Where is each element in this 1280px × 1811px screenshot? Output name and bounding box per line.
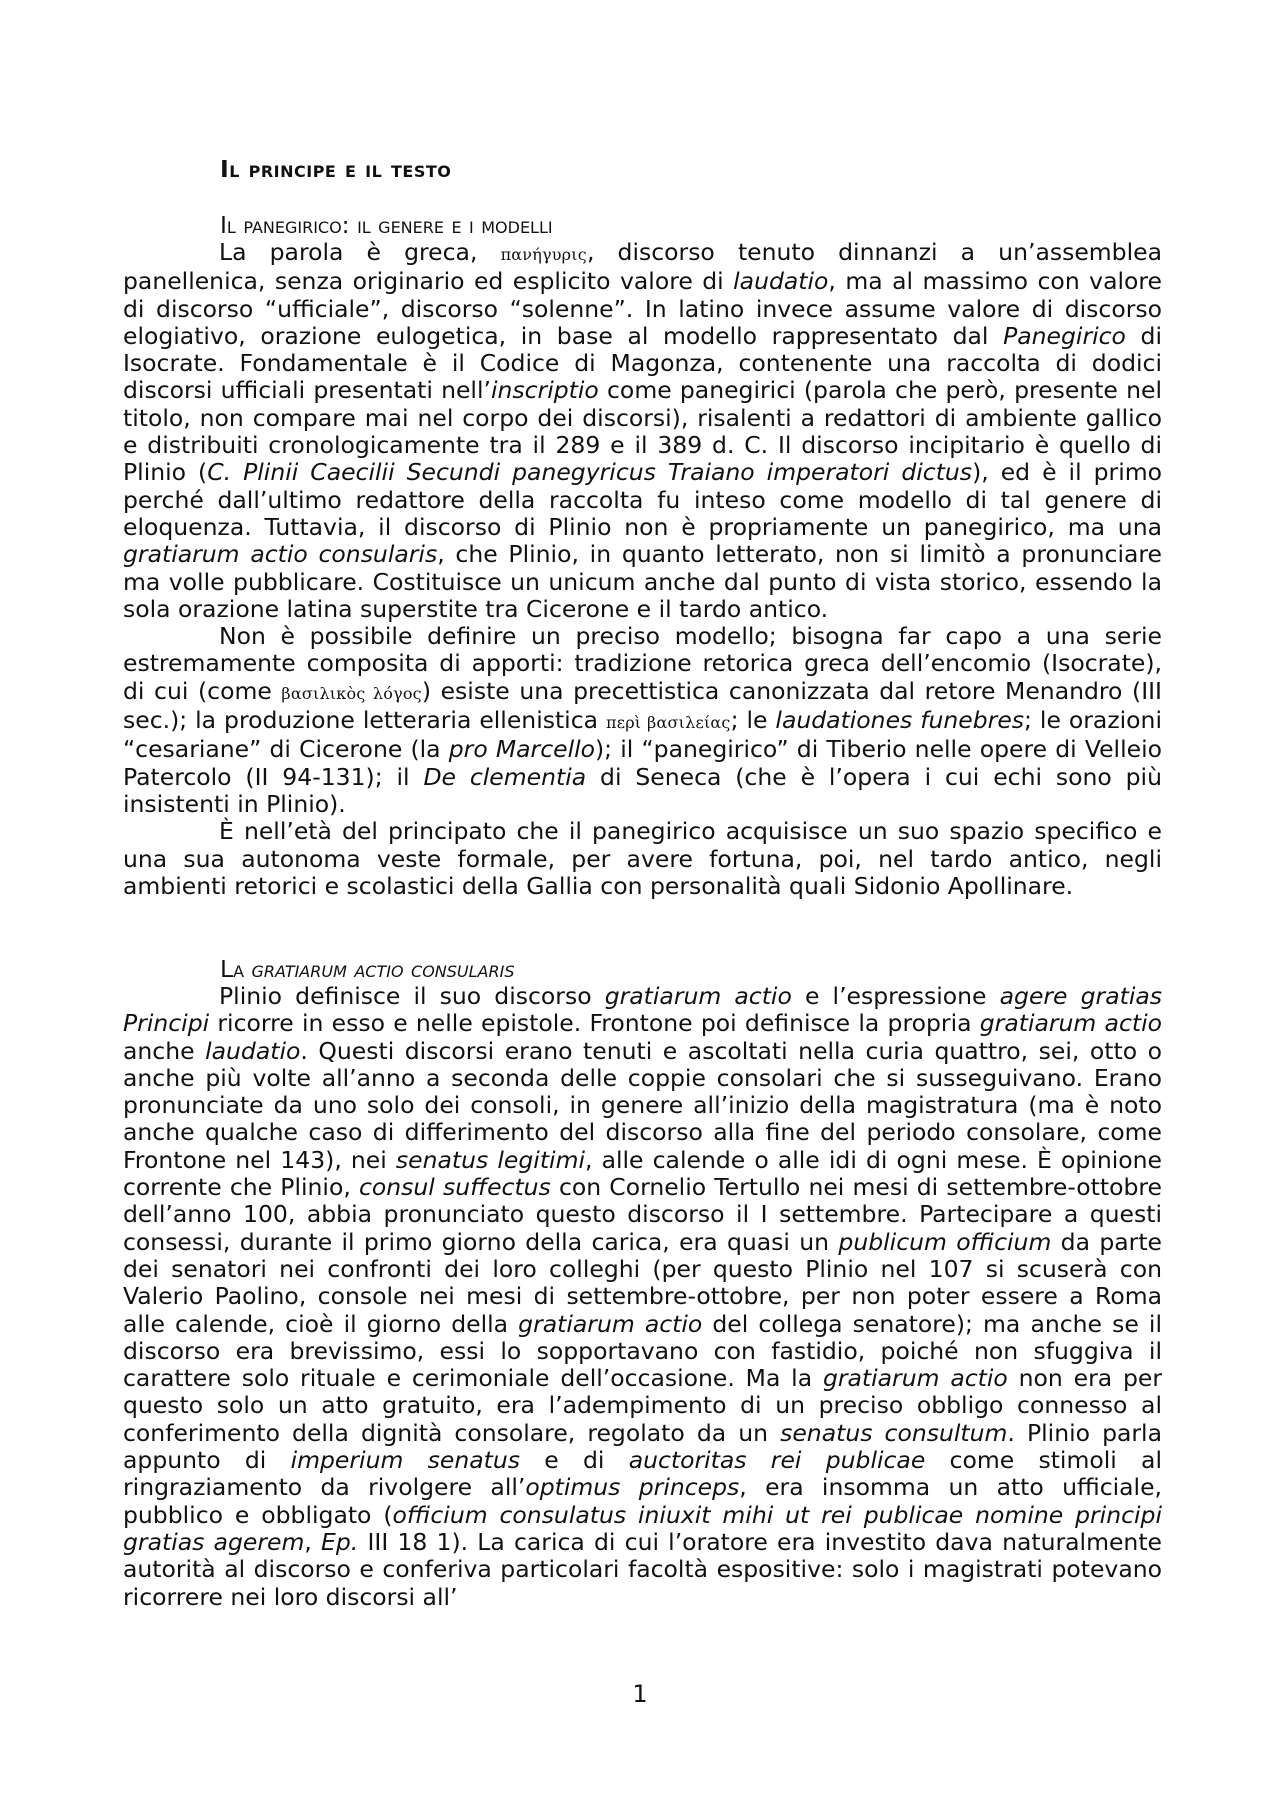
document-title: Il principe e il testo xyxy=(220,155,452,183)
paragraph-gratiarum-actio-1: Plinio definisce il suo discorso gratiarum actio e l’espressione agere gratias Principi ricorre in esso e nelle epistole. Frontone poi definisce la propria gratiarum actio anche laudatio. Questi discorsi erano tenuti e ascoltati nella curia quattro, sei, otto o anche più volte all’anno a seconda delle coppie consolari che si susseguivano. Erano pronunciate da uno solo dei consoli, in genere all’inizio della magistratura (ma è noto anche qualche caso di differimento del discorso alla fine del periodo consolare, come Frontone nel 143), nei senatus legitimi, alle calende o alle idi di ogni mese. È opinione corrente che Plinio, consul suffectus con Cornelio Tertullo nei mesi di settembre-ottobre dell’anno 100, abbia pronunciato questo discorso il I settembre. Partecipare a questi consessi, durante il primo giorno della carica, era quasi un publicum officium da parte dei senatori nei confronti dei loro colleghi (per questo Plinio nel 107 si scuserà con Valerio Paolino, console nei mesi di settembre-ottobre, per non poter essere a Roma alle calende, cioè il giorno della gratiarum actio del collega senatore); ma anche se il discorso era brevissimo, essi lo sopportavano con fastidio, poiché non sfuggiva il carattere solo rituale e cerimoniale dell’occasione. Ma la gratiarum actio non era per questo solo un atto gratuito, era l’adempimento di un preciso obbligo connesso al conferimento della dignità consolare, regolato da un senatus consultum. Plinio parla appunto di imperium senatus e di auctoritas rei publicae come stimoli al ringraziamento da rivolgere all’optimus princeps, era insomma un atto ufficiale, pubblico e obbligato (officium consulatus iniuxit mihi ut rei publicae nomine principi gratias agerem, Ep. III 18 1). La carica di cui l’oratore era investito dava naturalmente autorità al discorso e conferiva particolari facoltà espositive: solo i magistrati potevano ricorrere nei loro discorsi all’ xyxy=(123,982,1163,1611)
paragraph-panegirico-3: È nell’età del principato che il panegirico acquisisce un suo spazio specifico e una sua autonoma veste formale, per avere fortuna, poi, nel tardo antico, negli ambienti retorici e scolastici della Gallia con personalità quali Sidonio Apollinare. xyxy=(123,817,1162,900)
greek-term-paneguris: πανήγυρις xyxy=(500,245,587,264)
page-number: 1 xyxy=(632,1680,648,1708)
paragraph-panegirico-2: Non è possibile definire un preciso modello; bisogna far capo a una serie estremamente composita di apporti: tradizione retorica greca dell’encomio (Isocrate), di cui (come βασιλικὸς λόγος) esiste una precettistica canonizzata dal retore Menandro (III sec.); la produzione letteraria ellenistica περὶ βασιλείας; le laudationes funebres; le orazioni “cesariane” di Cicerone (la pro Marcello); il “panegirico” di Tiberio nelle opere di Velleio Patercolo (II 94-131); il De clementia di Seneca (che è l’opera i cui echi sono più insistenti in Plinio). xyxy=(123,622,1162,818)
section-panegirico-body xyxy=(123,239,1162,900)
greek-term-peri-basileias: περὶ βασιλείας xyxy=(606,713,731,733)
greek-term-basilikos-logos: βασιλικὸς λόγος xyxy=(281,683,422,703)
section-gratiarum-actio-body xyxy=(123,983,1162,1611)
paragraph-panegirico-1: La parola è greca, πανήγυρις, discorso tenuto dinnanzi a un’assemblea panellenica, senza originario ed esplicito valore di laudatio, ma al massimo con valore di discorso “ufficiale”, discorso “solenne”. In latino invece assume valore di discorso elogiativo, orazione eulogetica, in base al modello rappresentato dal Panegirico di Isocrate. Fondamentale è il Codice di Magonza, contenente una raccolta di dodici discorsi ufficiali presentati nell’inscriptio come panegirici (parola che però, presente nel titolo, non compare mai nel corpo dei discorsi), risalenti a redattori di ambiente gallico e distribuiti cronologicamente tra il 289 e il 389 d. C. Il discorso incipitario è quello di Plinio (C. Plinii Caecilii Secundi panegyricus Traiano imperatori dictus), ed è il primo perché dall’ultimo redattore della raccolta fu inteso come modello di tal genere di eloquenza. Tuttavia, il discorso di Plinio non è propriamente un panegirico, ma una gratiarum actio consularis, che Plinio, in quanto letterato, non si limitò a pronunciare ma volle pubblicare. Costituisce un unicum anche dal punto di vista storico, essendo la sola orazione latina superstite tra Cicerone e il tardo antico. xyxy=(123,238,1163,623)
section-heading-gratiarum-actio: La gratiarum actio consularis xyxy=(220,955,515,983)
section-heading-panegirico: Il panegirico: il genere e i modelli xyxy=(220,211,553,239)
